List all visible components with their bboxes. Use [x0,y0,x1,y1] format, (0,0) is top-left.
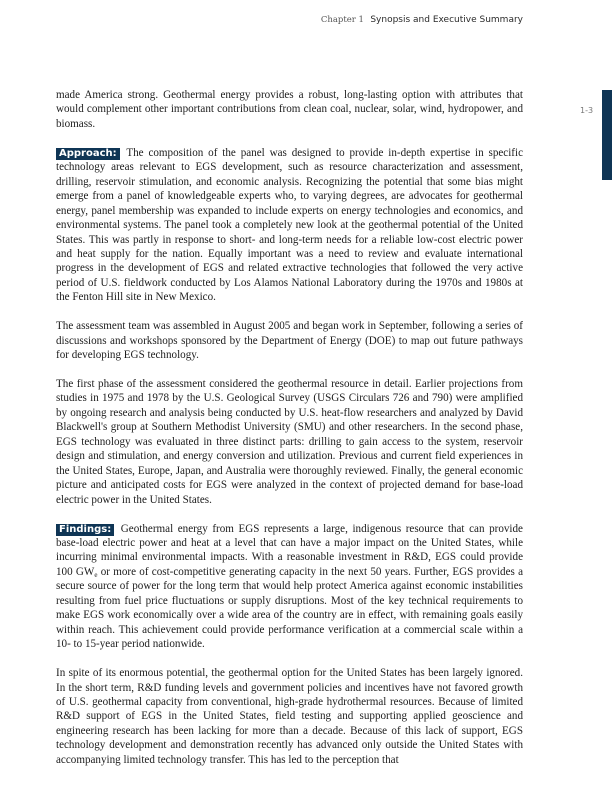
findings-label: Findings: [56,524,114,536]
paragraph-text: The first phase of the assessment considered the geothermal resource in detail. Earlier projections from studies in 1975 and 1978 by the U.S. Geological Survey (USGS Circulars 726 and 790) were amplified by ongoing research and analysis being conducted by U.S. heat-flow researchers and analyzed by David Blackwell's group at Southern Methodist University (SMU) and other researchers. In the second phase, EGS technology was evaluated in three distinct parts: drilling to gain access to the system, reservoir design and stimulation, and energy conversion and utilization. Previous and current field experiences in the United States, Europe, Japan, and Australia were thoroughly reviewed. Finally, the general economic picture and anticipated costs for EGS were analyzed in the context of projected demand for base-load electric power in the United States. [56,378,523,506]
paragraph-text: or more of cost-competitive generating capacity in the next 50 years. Further, EGS provides a secure source of power for the long term that would help protect America against economic instabilities resulting from fuel price fluctuations or supply disruptions. Most of the key technical requirements to make EGS work economically over a wide area of the country are in effect, with remaining goals easily within reach. This achievement could provide performance verification at a commercial scale within a 10- to 15-year period nationwide. [56,565,523,651]
paragraph-assessment-team [56,319,523,362]
body-text [56,88,523,782]
paragraph-approach [56,146,523,305]
chapter-label: Chapter 1 [320,15,364,25]
paragraph-first-phase [56,377,523,507]
approach-label: Approach: [56,148,120,160]
paragraph-text: The composition of the panel was designed to provide in-depth expertise in specific technology areas relevant to EGS development, such as resource characterization and assessment, drilling, reservoir stimulation, and economic analysis. Recognizing the potential that some bias might emerge from a panel of knowledgeable experts who, to varying degrees, are advocates for geothermal energy, panel membership was expanded to include experts on energy technologies and economics, and environmental systems. The panel took a completely new look at the geothermal potential of the United States. This was partly in response to short- and long-term needs for a reliable low-cost electric power and heat supply for the nation. Equally important was a need to review and evaluate international progress in the development of EGS and related extractive technologies that followed the very active period of U.S. fieldwork conducted by Los Alamos National Laboratory during the 1970s and 1980s at the Fenton Hill site in New Mexico. [56,146,523,304]
subscript-e: e [94,570,98,579]
paragraph-intro [56,88,523,131]
chapter-side-tab [602,90,612,180]
paragraph-potential [56,666,523,767]
page-number: 1-3 [580,106,594,115]
paragraph-findings [56,522,523,652]
chapter-title: Synopsis and Executive Summary [370,15,523,25]
paragraph-text: The assessment team was assembled in August 2005 and began work in September, following a series of discussions and workshops sponsored by the Department of Energy (DOE) to map out future pathways for developing EGS technology. [56,320,523,362]
paragraph-text: In spite of its enormous potential, the geothermal option for the United States has been largely ignored. In the short term, R&D funding levels and government policies and incentives have not favored growth of U.S. geothermal capacity from conventional, high-grade hydrothermal resources. Because of limited R&D support of EGS in the United States, field testing and supporting applied geoscience and engineering research has been lacking for more than a decade. Because of this lack of support, EGS technology development and demonstration recently has advanced only outside the United States with accompanying limited technology transfer. This has led to the perception that [56,667,523,766]
running-header [321,15,523,25]
paragraph-text: made America strong. Geothermal energy provides a robust, long-lasting option with attributes that would complement other important contributions from clean coal, nuclear, solar, wind, hydropower, and biomass. [56,89,523,130]
paragraph-text: Geothermal energy from EGS represents a large, indigenous resource that can provide base-load electric power and heat at a level that can have a major impact on the United States, while incurring minimal environmental impacts. With a reasonable investment in R&D, EGS could provide 100 GW [56,522,523,578]
